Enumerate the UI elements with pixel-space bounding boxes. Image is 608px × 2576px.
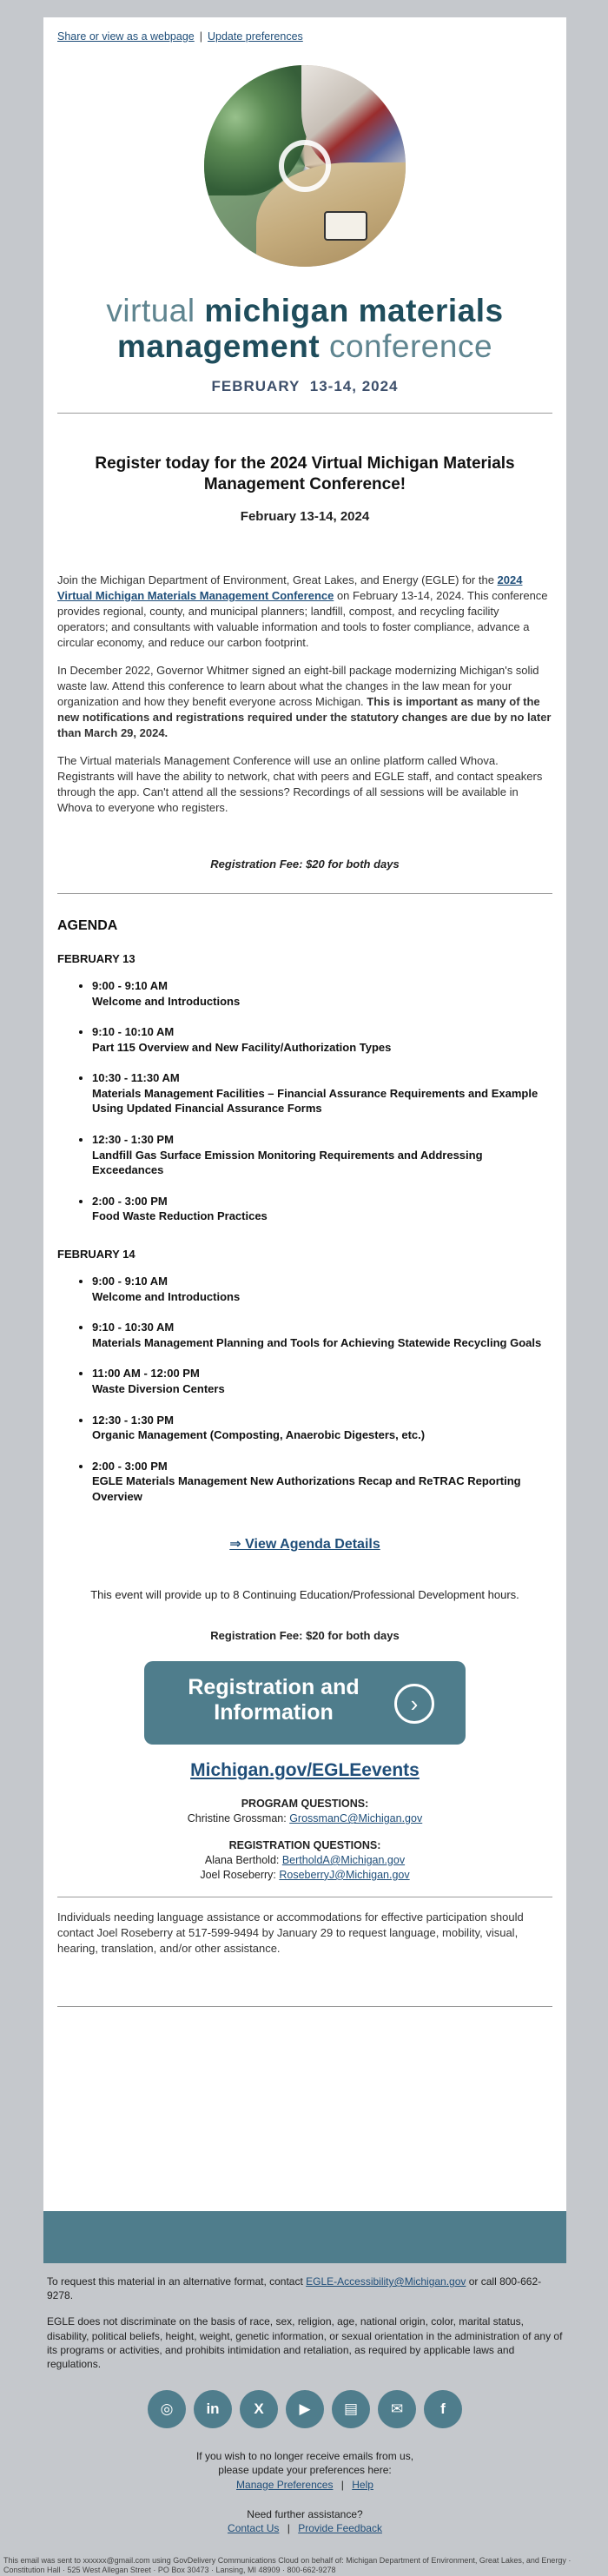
deadline-notice: This is important as many of the new notifications and registrations required under the statutory changes are due by no later than March 29, 2024. (57, 694, 552, 739)
agenda-title: Welcome and Introductions (92, 994, 241, 1008)
register-heading: Register today for the 2024 Virtual Michigan Materials Management Conference! (95, 454, 515, 494)
chevron-right-icon: › (394, 1684, 434, 1724)
footer-text: Need further assistance? (247, 2507, 363, 2520)
swirl-shape (279, 140, 331, 192)
agenda-list (92, 1274, 552, 1504)
intro-text: on February 13-14, 2024. This conference provides regional, county, and municipal planners; landfill, compost, and recycling facility operators; and consultants with valuable information and tools to foster compliance, advance a circular economy, and reduce our carbon footprint. (57, 589, 548, 650)
agenda-item (92, 978, 552, 1009)
link-separator: | (199, 30, 202, 43)
agenda-title: Landfill Gas Surface Emission Monitoring Requirements and Addressing Exceedances (92, 1148, 483, 1177)
egle-events-link[interactable]: Michigan.gov/EGLEevents (190, 1759, 420, 1780)
registration-questions-heading: REGISTRATION QUESTIONS: (228, 1839, 381, 1852)
date-header (57, 377, 552, 397)
email-card (43, 17, 566, 2228)
title-michigan-materials: michigan materials (204, 292, 504, 328)
agenda-title: Food Waste Reduction Practices (92, 1209, 268, 1223)
agenda-time: • 2:00 - 3:00 PM (92, 1194, 168, 1208)
program-contact (57, 1811, 552, 1826)
intro-paragraph-1 (57, 573, 552, 651)
top-links (57, 30, 552, 44)
date-month: FEBRUARY (211, 377, 301, 394)
grossman-email-link[interactable]: GrossmanC@Michigan.gov (289, 1812, 423, 1825)
contact-us-link[interactable]: Contact Us (228, 2521, 280, 2534)
view-agenda-link[interactable]: ⇒ View Agenda Details (229, 1537, 380, 1553)
agenda-item (92, 1366, 552, 1396)
footer-text: please update your preferences here: (218, 2464, 392, 2477)
view-webpage-link[interactable]: Share or view as a webpage (57, 30, 195, 43)
date-days: 13-14, 2024 (309, 377, 399, 394)
registration-button[interactable] (144, 1661, 466, 1745)
link-separator: | (287, 2521, 290, 2534)
divider (57, 2006, 552, 2007)
agenda-title: Part 115 Overview and New Facility/Authorization Types (92, 1040, 392, 1054)
registration-fee: Registration Fee: $20 for both days (210, 1629, 400, 1643)
agenda-time: • 12:30 - 1:30 PM (92, 1413, 174, 1427)
view-agenda-section (57, 1535, 552, 1554)
program-questions-heading: PROGRAM QUESTIONS: (241, 1798, 369, 1811)
agenda-item (92, 1274, 552, 1304)
provide-feedback-link[interactable]: Provide Feedback (298, 2521, 382, 2534)
agenda-time: • 9:10 - 10:30 AM (92, 1321, 175, 1334)
agenda-time: • 2:00 - 3:00 PM (92, 1459, 168, 1473)
footer (47, 2275, 563, 2535)
agenda-item (92, 1194, 552, 1224)
continuing-education-note: This event will provide up to 8 Continuing Education/Professional Development hours. (90, 1587, 519, 1601)
registration-contact-2 (57, 1868, 552, 1883)
title-conference: conference (328, 328, 493, 365)
hero-image (204, 65, 406, 267)
manage-preferences-link[interactable]: Manage Preferences (236, 2478, 334, 2491)
intro-paragraph-3: The Virtual materials Management Conference will use an online platform called Whova. Registrants will have the ability to network, chat with peers and EGLE staff, and contact speakers through the app. Can't attend all the sessions? Recordings of all sessions will be available in Whova to everyone who registers. (57, 753, 543, 814)
agenda-heading: AGENDA (57, 917, 118, 933)
footer-banner (43, 2211, 566, 2263)
site-link-section (57, 1758, 552, 1783)
agenda-item (92, 1413, 552, 1443)
registration-button-label: Registration and Information (188, 1674, 360, 1725)
agenda-item (92, 1132, 552, 1178)
email-icon[interactable]: ✉ (378, 2390, 416, 2428)
berthold-email-link[interactable]: BertholdA@Michigan.gov (281, 1853, 406, 1866)
unsubscribe-note (47, 2449, 563, 2492)
skid-loader-shape (324, 211, 367, 241)
agenda-time: • 9:00 - 9:10 AM (92, 979, 168, 993)
linkedin-icon[interactable]: in (194, 2390, 232, 2428)
intro-text: Join the Michigan Department of Environment, Great Lakes, and Energy (EGLE) for the (57, 573, 498, 587)
agenda-title: Waste Diversion Centers (92, 1381, 225, 1395)
footer-text: or call 800-662-9278. (47, 2275, 542, 2302)
youtube-icon[interactable]: ▶ (286, 2390, 324, 2428)
contact-name: Alana Berthold: (204, 1853, 282, 1866)
agenda-time: • 12:30 - 1:30 PM (92, 1132, 174, 1146)
agenda-title: Welcome and Introductions (92, 1289, 241, 1303)
agenda-time: • 11:00 AM - 12:00 PM (92, 1367, 200, 1381)
conference-title (57, 293, 552, 365)
agenda-title: EGLE Materials Management New Authorizations Recap and ReTRAC Reporting Overview (92, 1474, 521, 1503)
agenda-time: • 9:10 - 10:10 AM (92, 1025, 175, 1039)
sender-info: This email was sent to xxxxxx@gmail.com using GovDelivery Communications Cloud on behalf of: Michigan Department of Environment, Great Lakes, and Energy · Constitution Hall · 525 West Allegan Street · PO Box 30473 · Lansing, MI 48909 · 800-662-9278 (3, 2556, 572, 2575)
agenda-item (92, 1459, 552, 1505)
register-date: February 13-14, 2024 (240, 509, 370, 525)
x-icon[interactable]: X (240, 2390, 278, 2428)
title-management: management (116, 328, 321, 365)
social-links (47, 2390, 563, 2428)
nondiscrimination-note: EGLE does not discriminate on the basis of race, sex, religion, age, national origin, color, marital status, disability, political beliefs, height, weight, genetic information, or sexual orientation in the administration of any of its programs or activities, and prohibits intimidation and retaliation, as required by applicable laws and regulations. (47, 2315, 563, 2370)
conference-link[interactable]: 2024 Virtual Michigan Materials Management Conference (57, 573, 523, 603)
agenda-item (92, 1024, 552, 1055)
footer-text: If you wish to no longer receive emails from us, (195, 2450, 414, 2463)
agenda-title: Materials Management Planning and Tools for Achieving Statewide Recycling Goals (92, 1335, 542, 1349)
contact-name: Joel Roseberry: (200, 1868, 280, 1881)
agenda-day-label: FEBRUARY 14 (57, 1247, 135, 1261)
agenda-item (92, 1070, 552, 1116)
divider (57, 413, 552, 414)
registration-contact-1 (57, 1853, 552, 1868)
intro-paragraph-2 (57, 663, 552, 741)
agenda-time: • 10:30 - 11:30 AM (92, 1071, 180, 1085)
accessibility-note: Individuals needing language assistance or accommodations for effective participation should contact Joel Roseberry at 517-599-9494 by January 29 to request language, mobility, visual, hearing, translation, and/or other assistance. (57, 1910, 524, 1955)
roseberry-email-link[interactable]: RoseberryJ@Michigan.gov (279, 1868, 410, 1881)
divider (57, 893, 552, 894)
newsletter-icon[interactable]: ▤ (332, 2390, 370, 2428)
title-virtual: virtual (106, 292, 195, 328)
accessibility-email-link[interactable]: EGLE-Accessibility@Michigan.gov (306, 2275, 466, 2288)
agenda-list (92, 978, 552, 1224)
update-preferences-link[interactable]: Update preferences (207, 30, 303, 43)
assistance-note (47, 2507, 563, 2535)
link-separator: | (340, 2478, 344, 2491)
registration-fee-note: Registration Fee: $20 for both days (210, 858, 400, 871)
footer-text: To request this material in an alternative format, contact (47, 2275, 307, 2288)
intro-text: In December 2022, Governor Whitmer signed an eight-bill package modernizing Michigan's solid waste law. Attend this conference to learn about what the changes in the law mean for your organization and how they benefit everyone across Michigan. (57, 664, 539, 708)
agenda-time: • 9:00 - 9:10 AM (92, 1275, 168, 1288)
agenda-day-label: FEBRUARY 13 (57, 951, 135, 965)
agenda-title: Materials Management Facilities – Financial Assurance Requirements and Example Using Updated Financial Assurance Forms (92, 1086, 539, 1116)
alt-format-note (47, 2275, 563, 2302)
agenda-item (92, 1320, 552, 1350)
help-link[interactable]: Help (352, 2478, 373, 2491)
instagram-icon[interactable]: ◎ (148, 2390, 186, 2428)
contact-name: Christine Grossman: (187, 1812, 290, 1825)
agenda-title: Organic Management (Composting, Anaerobic Digesters, etc.) (92, 1428, 426, 1442)
facebook-icon[interactable]: f (424, 2390, 462, 2428)
